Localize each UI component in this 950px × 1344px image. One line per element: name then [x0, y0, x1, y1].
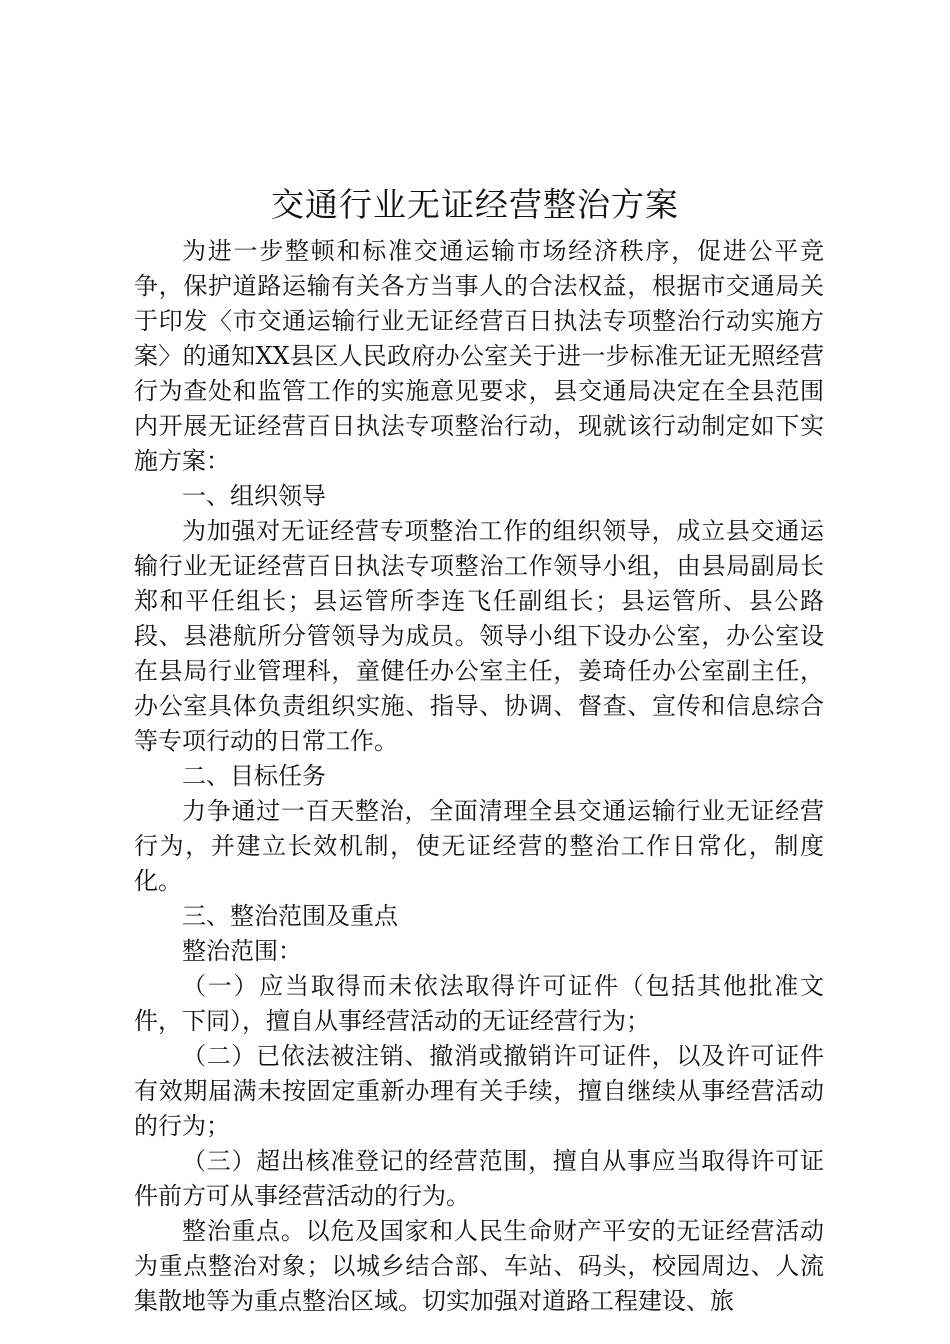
section-heading-scope: 三、整治范围及重点: [182, 902, 398, 930]
scope-item-2: （二）已依法被注销、撤消或撤销许可证件，以及许可证件有效期届满未按固定重新办理有关手续，擅自继续从事经营活动的行为；: [134, 1042, 824, 1140]
document-body: [134, 234, 824, 1319]
scope-item-3: （三）超出核准登记的经营范围，擅自从事应当取得许可证件前方可从事经营活动的行为。: [134, 1147, 824, 1210]
intro-paragraph: 为进一步整顿和标准交通运输市场经济秩序，促进公平竞争，保护道路运输有关各方当事人的合法权益，根据市交通局关于印发〈市交通运输行业无证经营百日执法专项整治行动实施方案〉的通知XX县区人民政府办公室关于进一步标准无证无照经营行为查处和监管工作的实施意见要求，县交通局决定在全县范围内开展无证经营百日执法专项整治行动，现就该行动制定如下实施方案：: [134, 237, 824, 475]
goals-paragraph: 力争通过一百天整治，全面清理全县交通运输行业无证经营行为，并建立长效机制，使无证经营的整治工作日常化，制度化。: [134, 797, 824, 895]
organization-paragraph: 为加强对无证经营专项整治工作的组织领导，成立县交通运输行业无证经营百日执法专项整治工作领导小组，由县局副局长郑和平任组长；县运管所李连飞任副组长；县运管所、县公路段、县港航所分管领导为成员。领导小组下设办公室，办公室设在县局行业管理科，童健任办公室主任，姜琦任办公室副主任，办公室具体负责组织实施、指导、协调、督查、宣传和信息综合等专项行动的日常工作。: [134, 517, 824, 755]
scope-item-1: （一）应当取得而未依法取得许可证件（包括其他批准文件，下同），擅自从事经营活动的无证经营行为；: [134, 972, 824, 1035]
document-title: 交通行业无证经营整治方案: [271, 185, 679, 224]
section-heading-organization: 一、组织领导: [182, 482, 326, 510]
section-heading-goals: 二、目标任务: [182, 762, 326, 790]
scope-label: 整治范围：: [182, 937, 302, 965]
focus-paragraph: 整治重点。以危及国家和人民生命财产平安的无证经营活动为重点整治对象；以城乡结合部、车站、码头，校园周边、人流集散地等为重点整治区域。切实加强对道路工程建设、旅: [134, 1217, 824, 1315]
